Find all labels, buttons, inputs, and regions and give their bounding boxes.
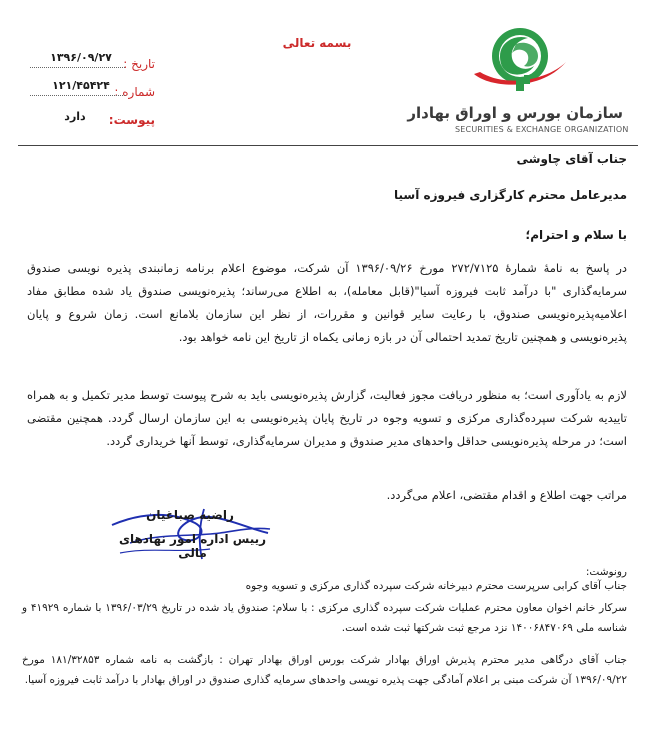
signer-name: راضیه صباغیان [146, 508, 234, 522]
signer-title: رییس اداره امور نهادهای مالی [118, 532, 267, 560]
basmala-heading: بسمه تعالی [282, 36, 352, 50]
cc-heading: رونوشت: [585, 566, 627, 578]
organization-logo-icon [470, 22, 570, 102]
body-paragraph-3: مراتب جهت اطلاع و اقدام مقتضی، اعلام می‌گردد. [386, 488, 627, 502]
letter-number-value: ۱۲۱/۴۵۴۲۴ [52, 79, 110, 92]
date-label: تاریخ : [123, 57, 155, 71]
cc-item-3: جناب آقای درگاهی مدیر محترم پذیرش اوراق بهادار شرکت بورس اوراق بهادار تهران : بازگشت به نامه شماره ۱۸۱/۳۲۸۵۳ مورخ ۱۳۹۶/۰۹/۲۲ آن شرکت مبنی بر اعلام آمادگی جهت پذیره نویسی واحدهای سرمایه گذاری صندوق در اوراق بهادار با درآمد ثابت فیروزه آسیا. [22, 654, 627, 686]
body-paragraph-2: لازم به یادآوری است؛ به منظور دریافت مجوز فعالیت، گزارش پذیره‌نویسی باید به شرح پیوست توسط مدیر تکمیل و به همراه تاییدیه شرکت سپرده‌گذاری مرکزی و تسویه وجوه در تاریخ پایان پذیره‌نویسی به این سازمان ارسال گردد. همچنین مقتضی است؛ در مرحله پذیره‌نویسی حداقل واحدهای مدیر صندوق و مدیران سرمایه‌گذاری، توسط آنها خریداری گردد. [27, 388, 627, 448]
letter-number-label: شماره : [114, 85, 155, 99]
organization-name-en: SECURITIES & EXCHANGE ORGANIZATION [455, 125, 629, 134]
date-value: ۱۳۹۶/۰۹/۲۷ [50, 51, 112, 64]
cc-item-1: جناب آقای کرابی سرپرست محترم دبیرخانه شرکت سپرده گذاری مرکزی و تسویه وجوه [245, 580, 627, 592]
body-paragraph-1: در پاسخ به نامهٔ شمارهٔ ۲۷۲/۷۱۲۵ مورخ ۱۳۹۶/۰۹/۲۶ آن شرکت، موضوع اعلام برنامه زمانبندی پذیره نویسی صندوق سرمایه‌گذاری "با درآمد ثابت فیروزه آسیا"(قابل معامله)، به اطلاع می‌رساند؛ پذیره‌نویسی صندوق یاد شده مطابق مفاد اعلامیه‌پذیره‌نویسی صندوق، با رعایت سایر قوانین و مقررات، از نظر این سازمان بلامانع است. زمان شروع و پایان پذیره‌نویسی و همچنین تاریخ تمدید احتمالی آن در بازه زمانی یکماه از تاریخ این نامه خواهد بود. [27, 261, 628, 344]
number-divider [30, 95, 125, 96]
attachment-value: دارد [64, 110, 86, 123]
greeting: با سلام و احترام؛ [525, 228, 627, 242]
recipient-title: مدیرعامل محترم کارگزاری فیروزه آسیا [394, 188, 627, 202]
date-divider [30, 67, 125, 68]
organization-name-fa: سازمان بورس و اوراق بهادار [407, 104, 623, 122]
attachment-label: پیوست: [108, 113, 155, 127]
recipient-name: جناب آقای چاوشی [516, 152, 627, 166]
header-divider [18, 145, 638, 146]
cc-item-2: سرکار خانم اخوان معاون محترم عملیات شرکت سپرده گذاری مرکزی : با سلام: صندوق یاد شده در تاریخ ۱۳۹۶/۰۳/۲۹ با شماره ۴۱۹۲۹ و شناسه ملی ۱۴۰۰۶۸۴۷۰۶۹ نزد مرجع ثبت شرکتها ثبت شده است. [22, 602, 627, 634]
